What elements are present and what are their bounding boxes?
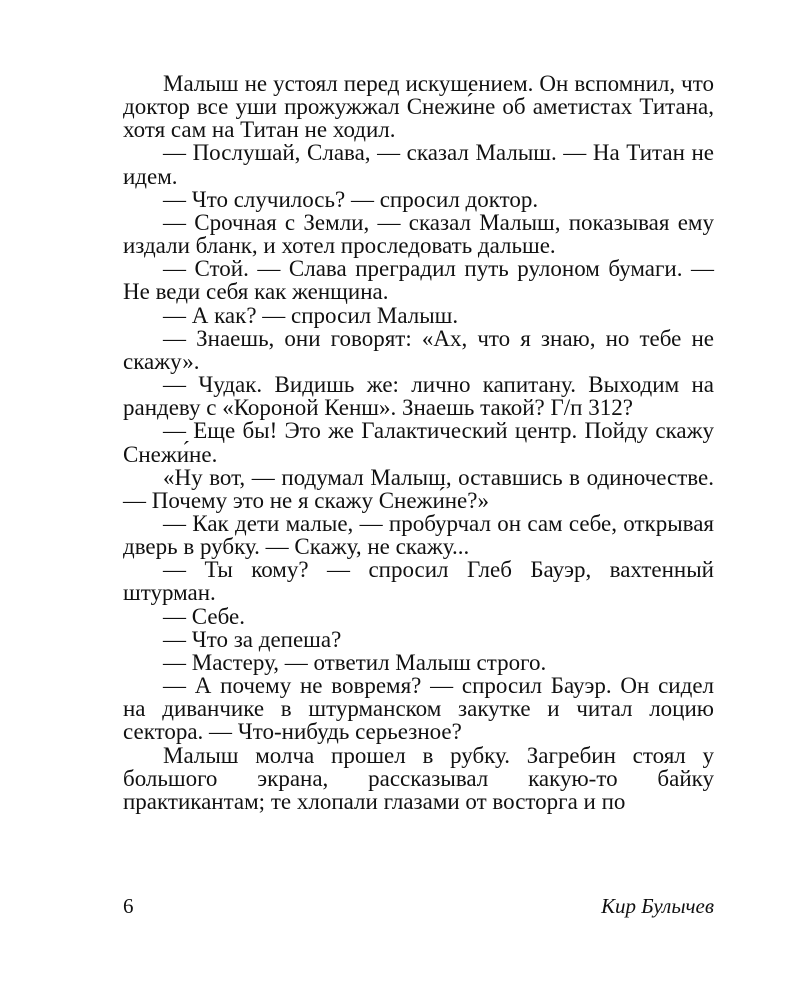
paragraph: — Послушай, Слава, — сказал Малыш. — На Титан не идем. <box>123 140 714 189</box>
page-number: 6 <box>123 894 134 918</box>
paragraph: — Ты кому? — спросил Глеб Бауэр, вахтенный штурман. <box>123 557 714 606</box>
paragraph: — Себе. <box>163 603 245 629</box>
paragraph: — А почему не вовремя? — спросил Бауэр. Он сидел на диванчике в штурманском закутке и читал лоцию сектора. — Что-нибудь серьезное? <box>123 673 714 745</box>
paragraph: — Срочная с Земли, — сказал Малыш, показывая ему издали бланк, и хотел проследовать дальше. <box>123 209 714 259</box>
paragraph: — Что случилось? — спросил доктор. <box>163 186 539 212</box>
paragraph: Малыш молча прошел в рубку. Загребин стоял у большого экрана, рассказывал какую-то байку практикантам; те хлопали глазами от восторга и по <box>123 742 714 814</box>
paragraph: — Что за депеша? <box>163 626 342 652</box>
paragraph: — Мастеру, — ответил Малыш строго. <box>163 649 547 675</box>
paragraph: «Ну вот, — подумал Малыш, оставшись в одиночестве. — Почему это не я скажу Снежи́не?» <box>123 464 714 513</box>
paragraph: — Знаешь, они говорят: «Ах, что я знаю, но тебе не скажу». <box>123 325 714 374</box>
paragraph: Малыш не устоял перед искушением. Он вспомнил, что доктор все уши прожужжал Снежи́не об аметистах Титана, хотя сам на Титан не ходил. <box>123 71 714 143</box>
author-name: Кир Булычев <box>601 894 714 918</box>
paragraph: — Как дети малые, — пробурчал он сам себе, открывая дверь в рубку. — Скажу, не скажу... <box>123 510 714 560</box>
page-footer <box>123 893 714 919</box>
paragraph: — А как? — спросил Малыш. <box>163 302 459 328</box>
paragraph: — Еще бы! Это же Галактический центр. Пойду скажу Снежи́не. <box>123 418 714 467</box>
paragraph: — Чудак. Видишь же: лично капитану. Выходим на рандеву с «Короной Кенш». Знаешь такой? Г/п 312? <box>123 372 714 421</box>
paragraph: — Стой. — Слава преградил путь рулоном бумаги. — Не веди себя как женщина. <box>123 256 714 305</box>
body-text <box>123 72 714 813</box>
